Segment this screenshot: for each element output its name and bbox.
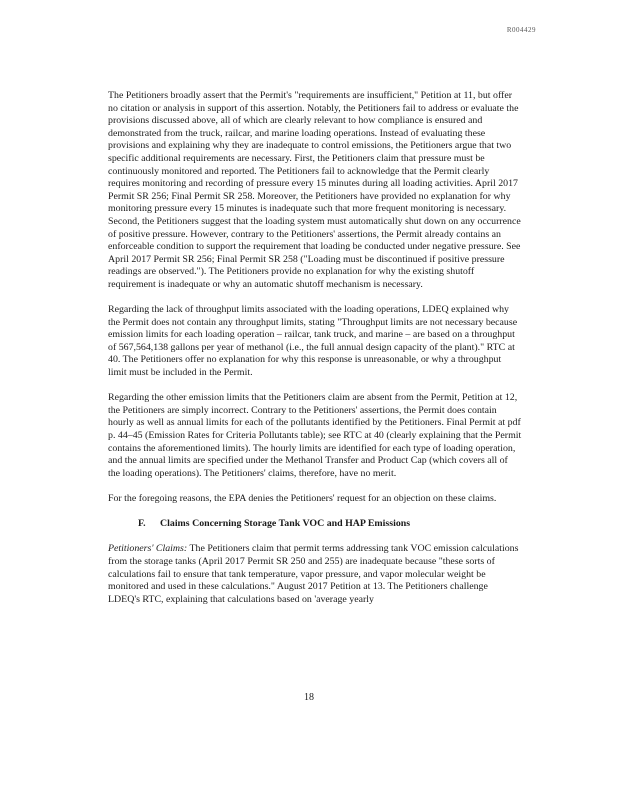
section-letter: F. xyxy=(138,518,146,530)
claims-lead: Petitioners' Claims: xyxy=(108,543,188,555)
section-heading xyxy=(108,518,522,531)
paragraph-conclusion: For the foregoing reasons, the EPA denies the Petitioners' request for an objection on these claims. xyxy=(108,493,497,504)
page-number: 18 xyxy=(304,692,314,703)
paragraph-emission-limits: Regarding the other emission limits that the Petitioners claim are absent from the Permit, Petition at 12, the Petitioners are simply incorrect. Contrary to the Petitioners' assertions, the Permit does contain hourly as well as annual limits for each of the pollutants identified by the Petitioners. Final Permit at pdf p. 44–45 (Emission Rates for Criteria Pollutants table); see RTC at 40 (clearly explaining that the Permit contains the aforementioned limits). The hourly limits are identified for each type of loading operation, and the annual limits are specified under the Methanol Transfer and Product Cap (which covers all of the loading operations). The Petitioners' claims, therefore, have no merit. xyxy=(108,392,522,479)
section-title: Claims Concerning Storage Tank VOC and HAP Emissions xyxy=(160,518,411,530)
paragraph-petitioners-claims xyxy=(108,543,522,606)
paragraph-permit-requirements: The Petitioners broadly assert that the Permit's "requirements are insufficient," Petition at 11, but offer no citation or analysis in support of this assertion. Notably, the Petitioners fail to address or evaluate the provisions discussed above, all of which are clearly relevant to how compliance is ensured and demonstrated from the truck, railcar, and marine loading operations. Instead of evaluating these provisions and explaining why they are inadequate to control emissions, the Petitioners argue that two specific additional requirements are necessary. First, the Petitioners claim that pressure must be continuously monitored and reported. The Petitioners fail to acknowledge that the Permit clearly requires monitoring and recording of pressure every 15 minutes during all loading activities. April 2017 Permit SR 256; Final Permit SR 258. Moreover, the Petitioners have provided no explanation for why monitoring pressure every 15 minutes is inadequate such that more frequent monitoring is necessary. Second, the Petitioners suggest that the loading system must automatically shut down on any occurrence of positive pressure. However, contrary to the Petitioners' assertions, the Permit already contains an enforceable condition to support the requirement that loading be conducted under negative pressure. See April 2017 Permit SR 256; Final Permit SR 258 ("Loading must be discontinued if positive pressure readings are observed."). The Petitioners provide no explanation for why the existing shutoff requirement is inadequate or why an automatic shutoff mechanism is necessary. xyxy=(108,90,521,290)
paragraph-throughput-limits: Regarding the lack of throughput limits associated with the loading operations, LDEQ explained why the Permit does not contain any throughput limits, stating "Throughput limits are not necessary because emission limits for each loading operation – railcar, tank truck, and marine – are based on a throughput of 567,564,138 gallons per year of methanol (i.e., the full annual design capacity of the plant)." RTC at 40. The Petitioners offer no explanation for why this response is unreasonable, or why a throughput limit must be included in the Permit. xyxy=(108,304,518,379)
bates-number: R004429 xyxy=(506,26,536,34)
document-body xyxy=(108,90,522,619)
claims-text: The Petitioners claim that permit terms addressing tank VOC emission calculations from the storage tanks (April 2017 Permit SR 250 and 255) are inadequate because "these sorts of calculations fail to ensure that tank temperature, vapor pressure, and vapor molecular weight be monitored and used in these calculations." August 2017 Petition at 13. The Petitioners challenge LDEQ's RTC, explaining that calculations based on 'average yearly xyxy=(108,543,519,605)
